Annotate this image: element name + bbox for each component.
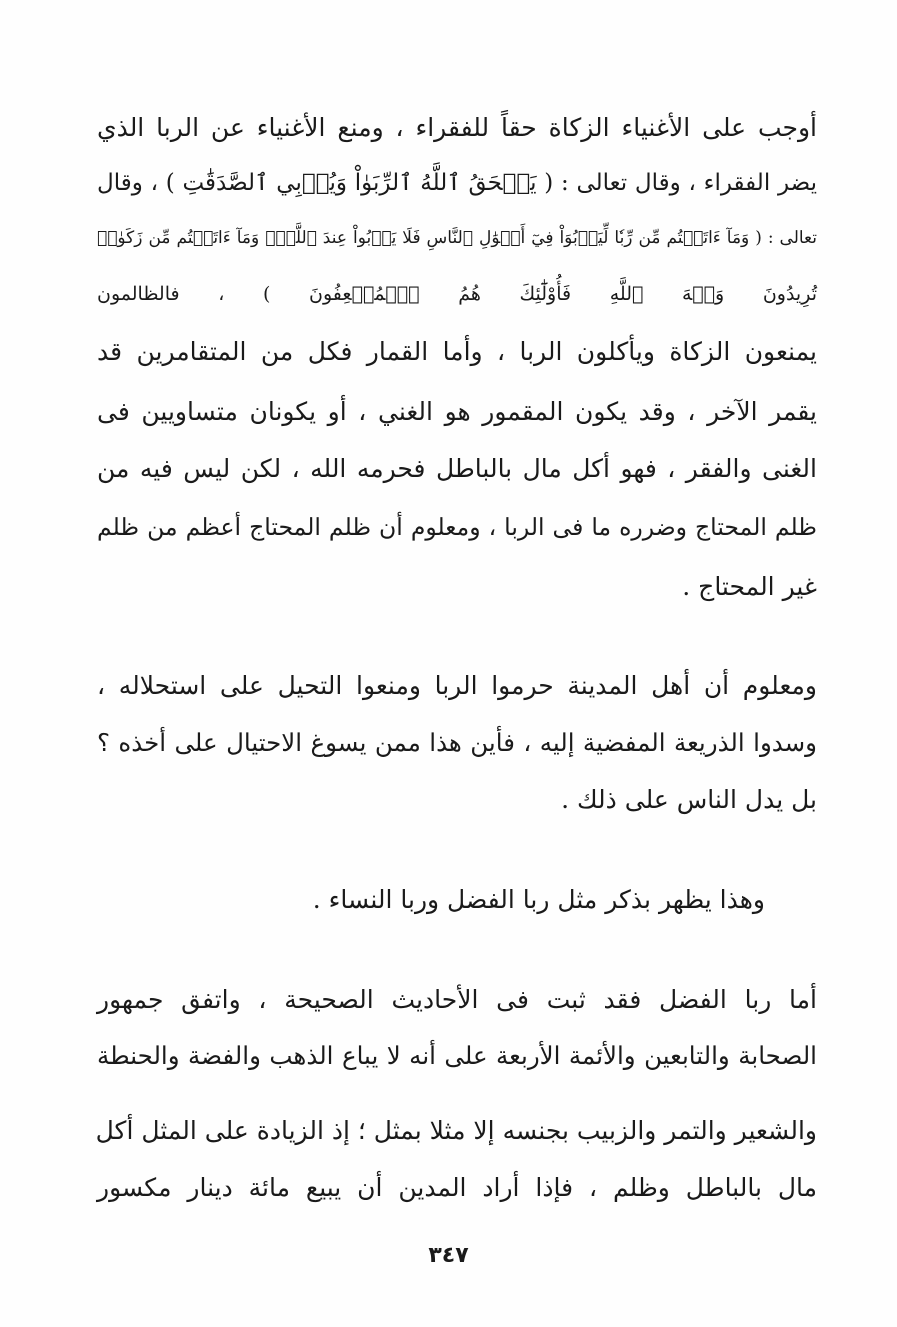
text-line: وهذا يظهر بذكر مثل ربا الفضل وربا النساء . [312, 885, 765, 914]
text-line: أوجب على الأغنياء الزكاة حقاً للفقراء ، ومنع الأغنياء عن الربا الذي [97, 113, 817, 142]
text-line: بل يدل الناس على ذلك . [561, 785, 817, 814]
text-line: ومعلوم أن أهل المدينة حرموا الربا ومنعوا التحيل على استحلاله ، [97, 671, 817, 700]
text-line: مال بالباطل وظلم ، فإذا أراد المدين أن يبيع مائة دينار مكسور [97, 1173, 817, 1202]
quran-verse-line: تُرِيدُونَ وَجۡهَ ٱللَّهِ فَأُوْلَٰٓئِكَ هُمُ ٱلۡمُضۡعِفُونَ ) ، فالظالمون [97, 283, 817, 305]
text-line: يقمر الآخر ، وقد يكون المقمور هو الغني ، أو يكونان متساويين فى [97, 397, 817, 426]
text-line: أما ربا الفضل فقد ثبت فى الأحاديث الصحيحة ، واتفق جمهور [97, 985, 817, 1014]
text-line: والشعير والتمر والزبيب بجنسه إلا مثلا بمثل ؛ إذ الزيادة على المثل أكل [95, 1116, 817, 1145]
text-line: يمنعون الزكاة ويأكلون الربا ، وأما القمار فكل من المتقامرين قد [97, 337, 817, 366]
page-number: ٣٤٧ [428, 1243, 469, 1268]
text-line: غير المحتاج . [682, 572, 817, 601]
text-line: الصحابة والتابعين والأئمة الأربعة على أنه لا يباع الذهب والفضة والحنطة [97, 1041, 817, 1070]
quran-verse-line: تعالى : ( وَمَآ ءَاتَيۡتُم مِّن رِّبٗا لِّيَرۡبُوَاْ فِيٓ أَمۡوَٰلِ ٱلنَّاسِ فَلَا يَرۡبُواْ عِندَ ٱللَّهِۖ وَمَآ ءَاتَيۡتُم مِّن زَكَوٰةٖ [97, 228, 817, 248]
text-line: وسدوا الذريعة المفضية إليه ، فأين هذا ممن يسوغ الاحتيال على أخذه ؟ [97, 728, 817, 757]
text-line: ظلم المحتاج وضرره ما فى الربا ، ومعلوم أن ظلم المحتاج أعظم من ظلم [97, 513, 817, 541]
text-line: يضر الفقراء ، وقال تعالى : ( يَمۡحَقُ ٱللَّهُ ٱلرِّبَوٰاْ وَيُرۡبِي ٱلصَّدَقَٰتِ ) ، وقال [97, 170, 817, 196]
text-line: الغنى والفقر ، فهو أكل مال بالباطل فحرمه الله ، لكن ليس فيه من [97, 454, 817, 483]
